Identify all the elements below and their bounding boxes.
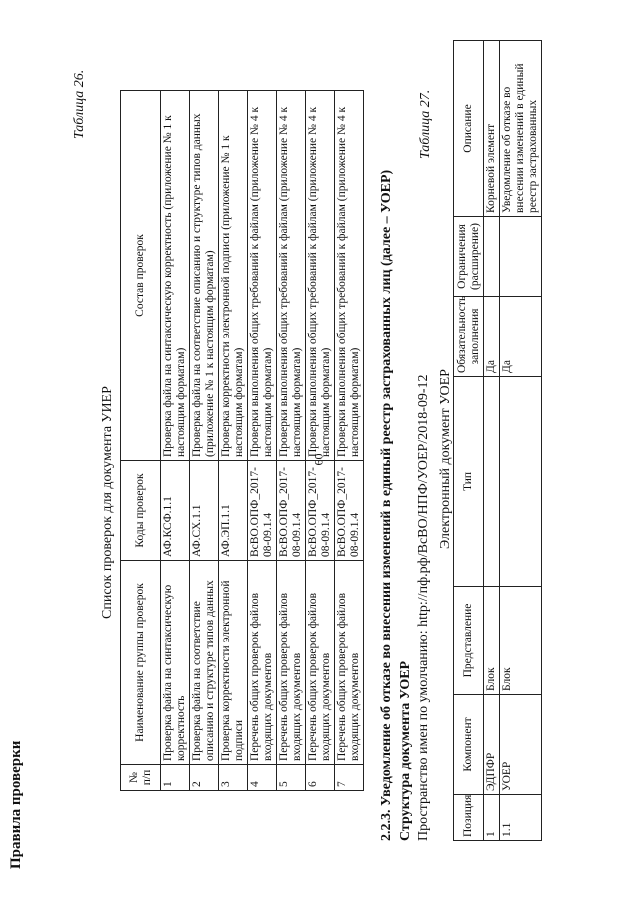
col-header: Описание xyxy=(454,41,484,217)
table26-header-row xyxy=(121,91,161,791)
table-cell xyxy=(500,217,542,297)
table-cell: Перечень общих проверок файлов входящих документов xyxy=(277,561,306,765)
table-cell: АФ.КСФ.1.1 xyxy=(161,461,190,561)
table-cell: АФ.ЭП.1.1 xyxy=(219,461,248,561)
col-header: Позиция xyxy=(454,795,484,841)
table-cell: Проверки выполнения общих требований к файлам (приложение № 4 к настоящим форматам) xyxy=(335,91,364,461)
table-cell: Проверки выполнения общих требований к файлам (приложение № 4 к настоящим форматам) xyxy=(306,91,335,461)
table-row xyxy=(190,91,219,791)
table-cell: Проверка файла на соответствие описанию и структуре типов данных (приложение № 1 к настоящим форматам) xyxy=(190,91,219,461)
table-cell: 1 xyxy=(484,795,500,841)
page-number: 60 xyxy=(311,453,326,466)
col-header: Коды проверок xyxy=(121,461,161,561)
col-header: Наименование группы проверок xyxy=(121,561,161,765)
table-cell: Перечень общих проверок файлов входящих документов xyxy=(248,561,277,765)
table-cell: Корневой элемент xyxy=(484,41,500,217)
table-cell: 5 xyxy=(277,765,306,791)
section-title: Правила проверки xyxy=(8,740,24,869)
col-header: Представление xyxy=(454,587,484,695)
table-cell: АФ.СХ.1.1 xyxy=(190,461,219,561)
table-cell: 1.1 xyxy=(500,795,542,841)
table-cell: Проверка корректности электронной подписи (приложение № 1 к настоящим форматам) xyxy=(219,91,248,461)
table-cell: Перечень общих проверок файлов входящих документов xyxy=(335,561,364,765)
table-cell xyxy=(484,377,500,587)
table-row xyxy=(484,41,500,841)
table-cell: Да xyxy=(484,297,500,377)
table-row xyxy=(500,41,542,841)
table-cell: ЭДПФР xyxy=(484,695,500,795)
table-row xyxy=(306,91,335,791)
table27-label: Таблица 27. xyxy=(418,89,433,159)
table-cell: Да xyxy=(500,297,542,377)
table-cell: 4 xyxy=(248,765,277,791)
table-cell: ВсВО.ОПФ_2017-08-09.1.4 xyxy=(335,461,364,561)
table-cell: Блок xyxy=(500,587,542,695)
table-row xyxy=(248,91,277,791)
col-header: Обязательность заполнения xyxy=(454,297,484,377)
structure-title: Структура документа УОЕР xyxy=(398,660,413,841)
col-header: Компонент xyxy=(454,695,484,795)
table27-caption: Электронный документ УОЕР xyxy=(438,369,453,549)
table-cell: Проверки выполнения общих требований к файлам (приложение № 4 к настоящим форматам) xyxy=(277,91,306,461)
table26-label: Таблица 26. xyxy=(72,69,87,139)
table-cell: УОЕР xyxy=(500,695,542,795)
table-row xyxy=(277,91,306,791)
table-row xyxy=(335,91,364,791)
section-223-heading: 2.2.3. Уведомление об отказе во внесении изменений в единый реестр застрахованных лиц (далее – УОЕР) xyxy=(379,169,394,841)
table-cell: ВсВО.ОПФ_2017-08-09.1.4 xyxy=(306,461,335,561)
col-header: Состав проверок xyxy=(121,91,161,461)
table-cell: Проверки выполнения общих требований к файлам (приложение № 4 к настоящим форматам) xyxy=(248,91,277,461)
table-cell: Перечень общих проверок файлов входящих документов xyxy=(306,561,335,765)
table-cell xyxy=(500,377,542,587)
table-cell: ВсВО.ОПФ_2017-08-09.1.4 xyxy=(277,461,306,561)
table-row xyxy=(161,91,190,791)
table-cell xyxy=(484,217,500,297)
table-cell: Уведомление об отказе во внесении изменений в единый реестр застрахованных xyxy=(500,41,542,217)
table-cell: Проверка файла на синтаксическую корректность xyxy=(161,561,190,765)
namespace-line: Пространство имен по умолчанию: http://пф.рф/ВсВО/НПФ/УОЕР/2018-09-12 xyxy=(416,374,431,841)
col-header: Ограничения (расширение) xyxy=(454,217,484,297)
table-cell: 3 xyxy=(219,765,248,791)
table-cell: 6 xyxy=(306,765,335,791)
table-cell: Проверка корректности электронной подписи xyxy=(219,561,248,765)
table-row xyxy=(219,91,248,791)
document-structure-table xyxy=(453,40,542,841)
table-cell: Проверка файла на синтаксическую корректность (приложение № 1 к настоящим форматам) xyxy=(161,91,190,461)
table-cell: 2 xyxy=(190,765,219,791)
col-header: № п/п xyxy=(121,765,161,791)
table-cell: Проверка файла на соответствие описанию и структуре типов данных xyxy=(190,561,219,765)
col-header: Тип xyxy=(454,377,484,587)
table-cell: 7 xyxy=(335,765,364,791)
checks-table xyxy=(120,90,364,791)
table-cell: Блок xyxy=(484,587,500,695)
table-cell: 1 xyxy=(161,765,190,791)
table27-header-row xyxy=(454,41,484,841)
table26-caption: Список проверок для документа УИЕР xyxy=(100,386,115,619)
table-cell: ВсВО.ОПФ_2017-08-09.1.4 xyxy=(248,461,277,561)
